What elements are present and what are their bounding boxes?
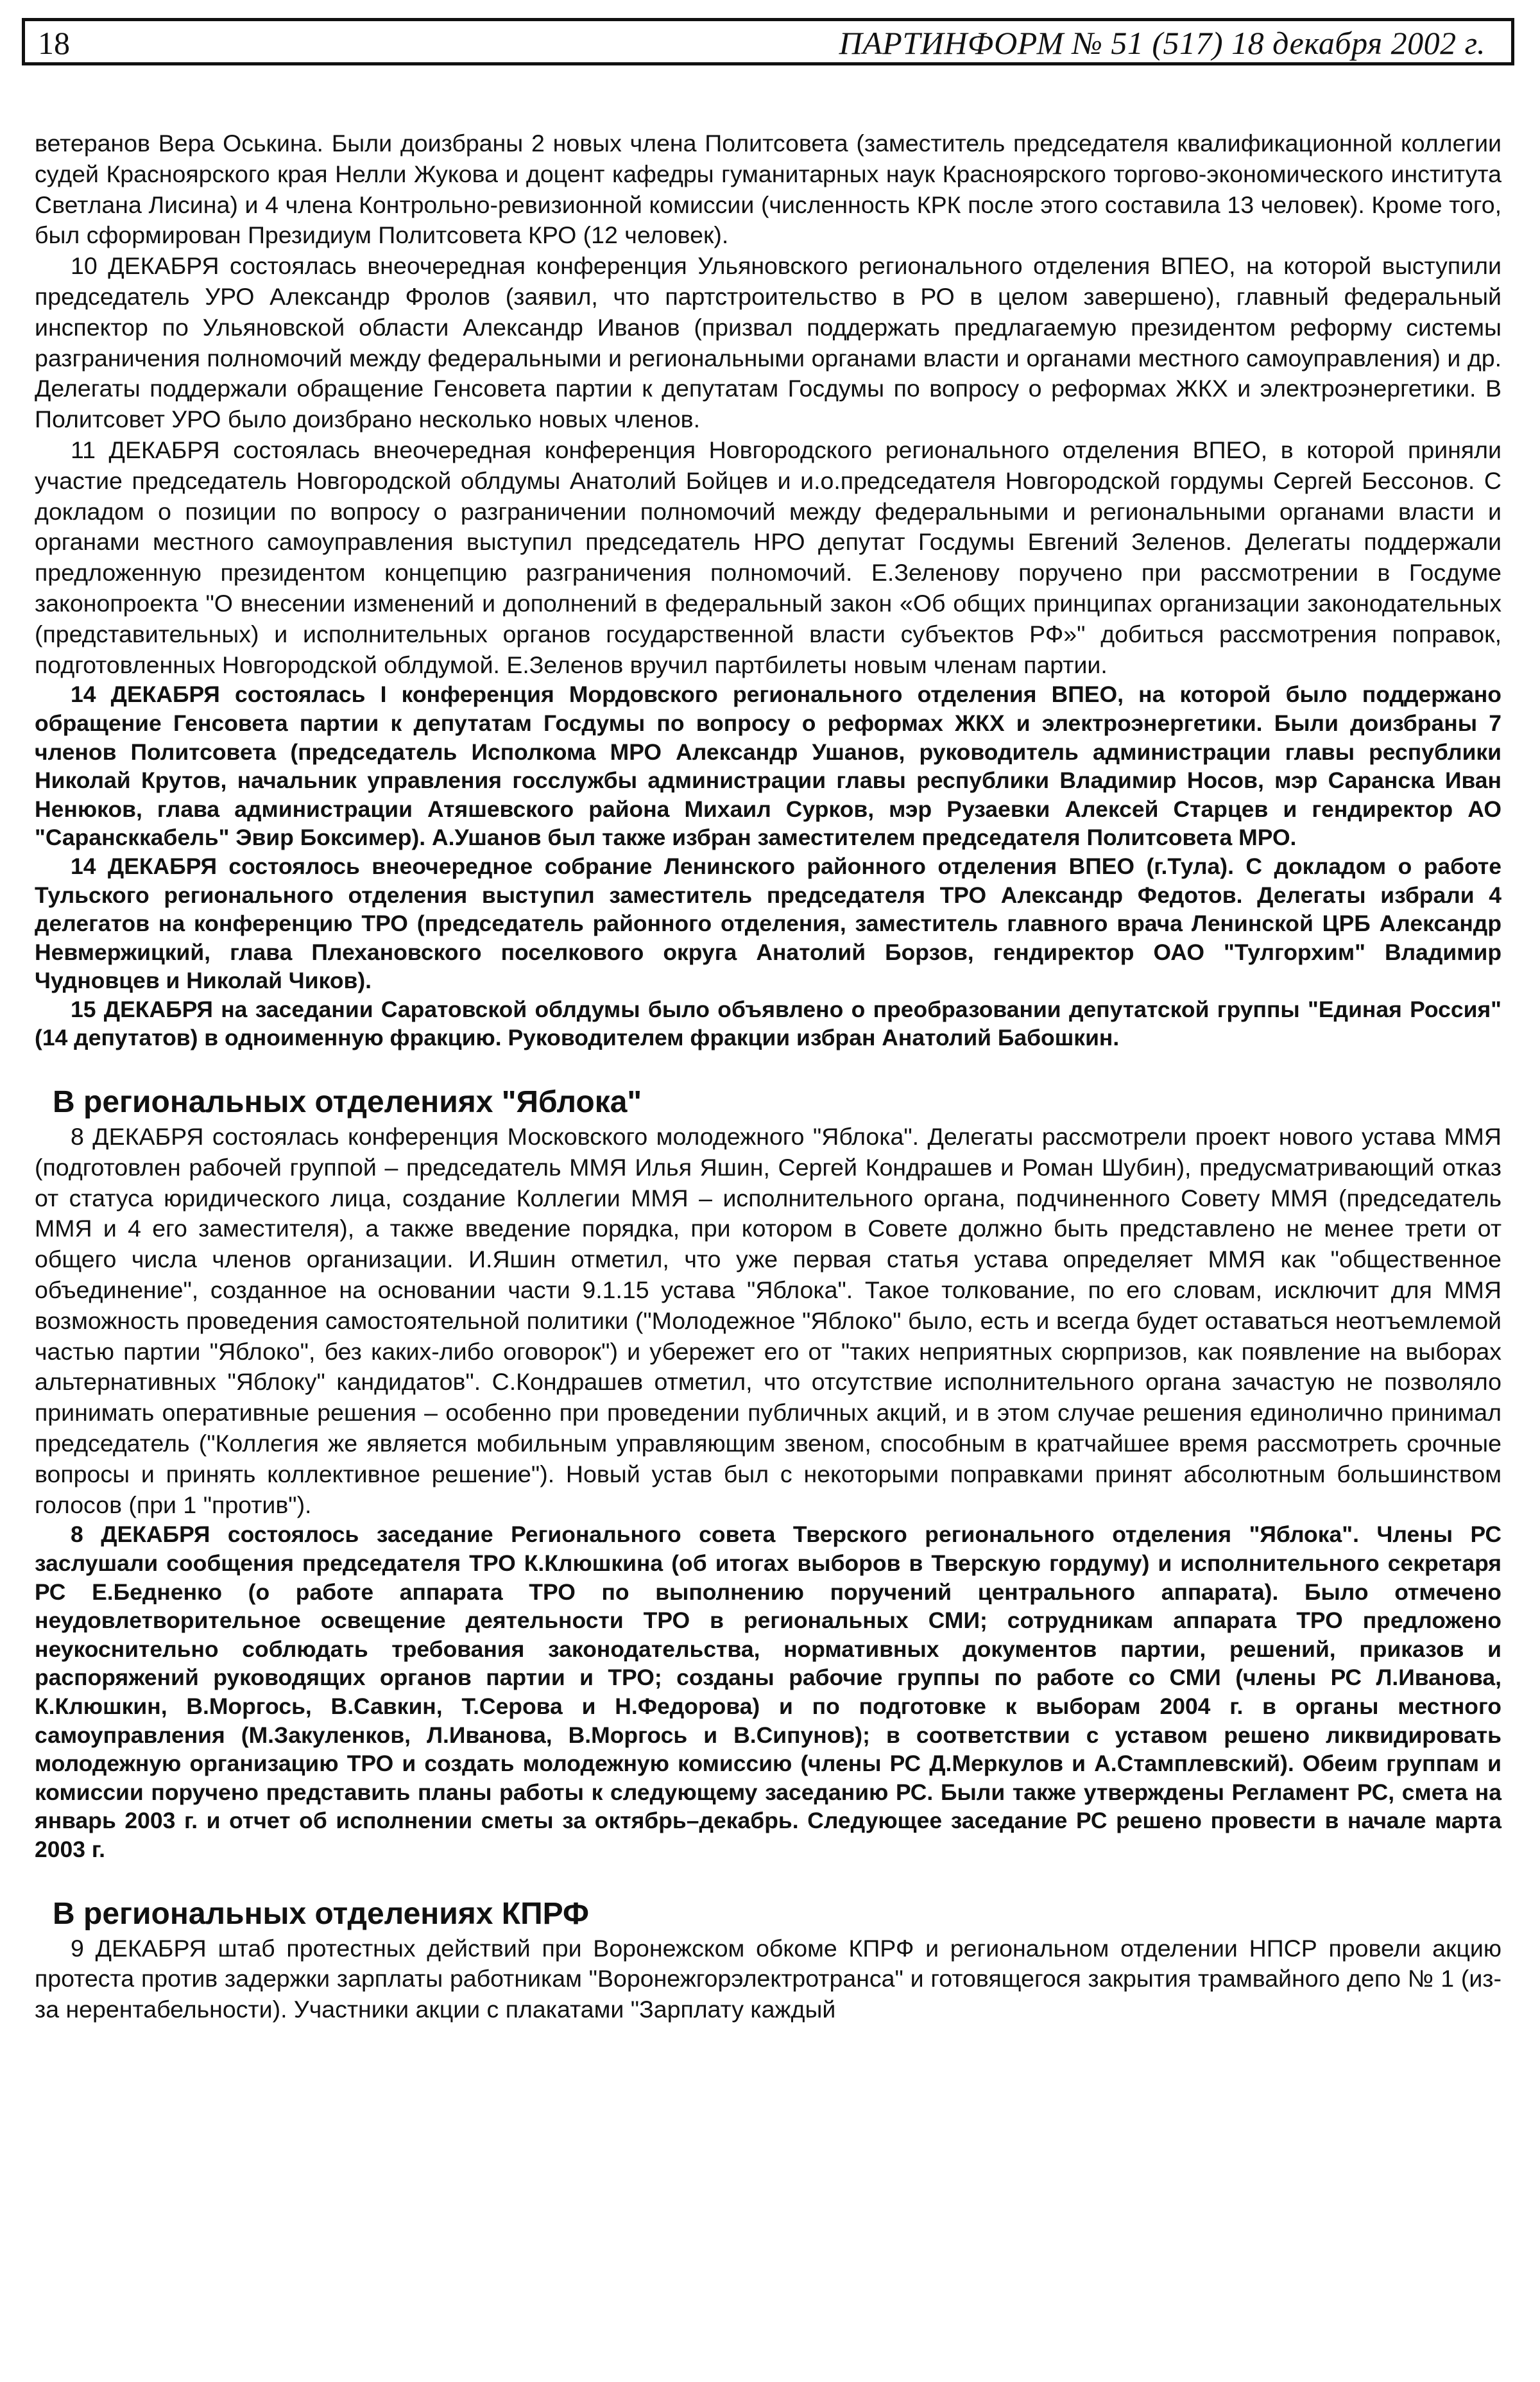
paragraph-bold: 15 ДЕКАБРЯ на заседании Саратовской облдумы было объявлено о преобразовании депутатской группы "Единая Россия" (14 депутатов) в одноименную фракцию. Руководителем фракции избран Анатолий Бабошкин.	[35, 996, 1502, 1051]
page-number: 18	[38, 25, 70, 61]
paragraph-bold: 14 ДЕКАБРЯ состоялась I конференция Мордовского регионального отделения ВПЕО, на которой было поддержано обращение Генсовета партии к депутатам Госдумы по вопросу о реформах ЖКХ и электроэнергетики. Были доизбраны 7 членов Политсовета (председатель Исполкома МРО Александр Ушанов, руководитель администрации главы республики Николай Крутов, начальник управления госслужбы администрации главы республики Владимир Носов, мэр Саранска Иван Ненюков, глава администрации Атяшевского района Михаил Сурков, мэр Рузаевки Алексей Старцев и гендиректор АО "Сарансккабель" Эвир Боксимер). А.Ушанов был также избран заместителем председателя Политсовета МРО.	[35, 681, 1502, 851]
article-body	[35, 128, 1502, 2025]
paragraph-bold: 8 ДЕКАБРЯ состоялось заседание Регионального совета Тверского регионального отделения "Яблока". Члены РС заслушали сообщения председателя ТРО К.Клюшкина (об итогах выборов в Тверскую гордуму) и исполнительного секретаря РС Е.Бедненко (о работе аппарата ТРО по выполнению поручений центрального аппарата). Было отмечено неудовлетворительное освещение деятельности ТРО в региональных СМИ; сотрудникам аппарата ТРО предложено неукоснительно соблюдать требования законодательства, нормативных документов партии, решений, приказов и распоряжений руководящих органов партии и ТРО; созданы рабочие группы по работе со СМИ (члены РС Л.Иванова, К.Клюшкин, В.Моргось, В.Савкин, Т.Серова и Н.Федорова) и по подготовке к выборам 2004 г. в органы местного самоуправления (М.Закуленков, Л.Иванова, В.Моргось и В.Сипунов); в соответствии с уставом решено ликвидировать молодежную организацию ТРО и создать молодежную комиссию (члены РС Д.Меркулов и А.Стамплевский). Обеим группам и комиссии поручено представить планы работы к следующему заседанию РС. Были также утверждены Регламент РС, смета на январь 2003 г. и отчет об исполнении сметы за октябрь–декабрь. Следующее заседание РС решено провести в начале марта 2003 г.	[35, 1521, 1502, 1862]
paragraph: ветеранов Вера Оськина. Были доизбраны 2 новых члена Политсовета (заместитель председателя квалификационной коллегии судей Красноярского края Нелли Жукова и доцент кафедры гуманитарных наук Красноярского торгово-экономического института Светлана Лисина) и 4 члена Контрольно-ревизионной комиссии (численность КРК после этого составила 13 человек). Кроме того, был сформирован Президиум Политсовета КРО (12 человек).	[35, 130, 1502, 249]
section-heading-kprf: В региональных отделениях КПРФ	[53, 1896, 589, 1931]
section-heading-yabloko: В региональных отделениях "Яблока"	[53, 1085, 642, 1120]
issue-title: ПАРТИНФОРМ № 51 (517) 18 декабря 2002 г.	[839, 25, 1485, 61]
paragraph: 9 ДЕКАБРЯ штаб протестных действий при Воронежском обкоме КПРФ и региональном отделении НПСР провели акцию протеста против задержки зарплаты работникам "Воронежгорэлектротранса" и готовящегося закрытия трамвайного депо № 1 (из-за нерентабельности). Участники акции с плакатами "Зарплату каждый	[35, 1934, 1502, 2023]
page-header	[22, 18, 1514, 65]
paragraph: 11 ДЕКАБРЯ состоялась внеочередная конференция Новгородского регионального отделения ВПЕО, в которой приняли участие председатель Новгородской облдумы Анатолий Бойцев и и.о.председателя Новгородской гордумы Сергей Бессонов. С докладом о позиции по вопросу о разграничении полномочий между федеральными и региональными органами власти и органами местного самоуправления выступил председатель НРО депутат Госдумы Евгений Зеленов. Делегаты поддержали предложенную президентом концепцию разграничения полномочий. Е.Зеленову поручено при рассмотрении в Госдуме законопроекта "О внесении изменений и дополнений в федеральный закон «Об общих принципах организации законодательных (представительных) и исполнительных органов государственной власти субъектов РФ»" добиться рассмотрения поправок, подготовленных Новгородской облдумой. Е.Зеленов вручил партбилеты новым членам партии.	[35, 436, 1502, 678]
paragraph: 10 ДЕКАБРЯ состоялась внеочередная конференция Ульяновского регионального отделения ВПЕО, на которой выступили председатель УРО Александр Фролов (заявил, что партстроительство в РО в целом завершено), главный федеральный инспектор по Ульяновской области Александр Иванов (призвал поддержать предлагаемую президентом реформу системы разграничения полномочий между федеральными и региональными органами власти и органами местного самоуправления) и др. Делегаты поддержали обращение Генсовета партии к депутатам Госдумы по вопросу о реформах ЖКХ и электроэнергетики. В Политсовет УРО было доизбрано несколько новых членов.	[35, 252, 1502, 433]
paragraph: 8 ДЕКАБРЯ состоялась конференция Московского молодежного "Яблока". Делегаты рассмотрели проект нового устава ММЯ (подготовлен рабочей группой – председатель ММЯ Илья Яшин, Сергей Кондрашев и Роман Шубин), предусматривающий отказ от статуса юридического лица, создание Коллегии ММЯ – исполнительного органа, подчиненного Совету ММЯ (председатель ММЯ и 4 его заместителя), а также введение порядка, при котором в Совете должно быть представлено не менее трети от общего числа членов организации. И.Яшин отметил, что уже первая статья устава определяет ММЯ как "общественное объединение", созданное на основании части 9.1.15 устава "Яблока". Такое толкование, по его словам, исключит для ММЯ возможность проведения самостоятельной политики ("Молодежное "Яблоко" было, есть и всегда будет оставаться неотъемлемой частью партии "Яблоко", без каких-либо оговорок") и убережет его от "таких неприятных сюрпризов, как появление на выборах альтернативных "Яблоку" кандидатов". С.Кондрашев отметил, что отсутствие исполнительного органа зачастую не позволяло принимать оперативные решения – особенно при проведении публичных акций, и в этом случае решения единолично принимал председатель ("Коллегия же является мобильным управляющим звеном, способным в кратчайшее время рассмотреть срочные вопросы и принять коллективное решение"). Новый устав был с некоторыми поправками принят абсолютным большинством голосов (при 1 "против").	[35, 1123, 1502, 1518]
paragraph-bold: 14 ДЕКАБРЯ состоялось внеочередное собрание Ленинского районного отделения ВПЕО (г.Тула). С докладом о работе Тульского регионального отделения выступил заместитель председателя ТРО Александр Федотов. Делегаты избрали 4 делегатов на конференцию ТРО (председатель районного отделения, заместитель главного врача Ленинской ЦРБ Александр Невмержицкий, глава Плехановского поселкового округа Анатолий Борзов, гендиректор ОАО "Тулгорхим" Владимир Чудновцев и Николай Чиков).	[35, 853, 1502, 994]
